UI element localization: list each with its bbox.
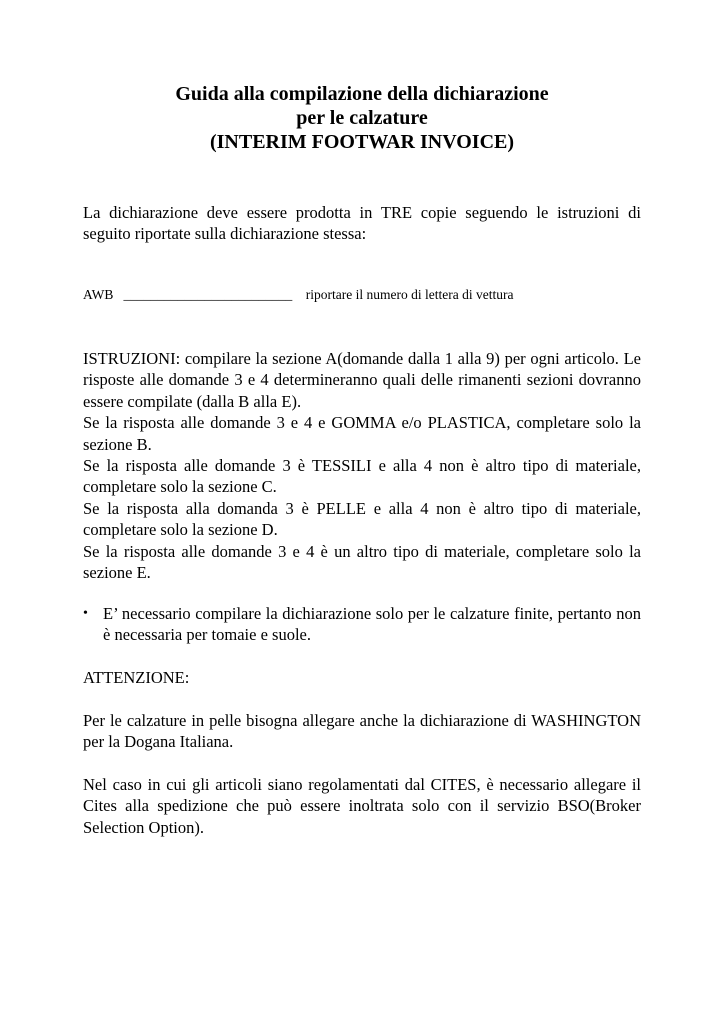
document-title <box>0 82 724 154</box>
cites-text: Nel caso in cui gli articoli siano regolamentati dal CITES, è necessario allegare il Cites alla spedizione che può essere inoltrata solo con il servizio BSO(Broker Selection Option). <box>83 775 641 837</box>
bullet-icon: • <box>83 606 88 621</box>
title-line-1: Guida alla compilazione della dichiarazione <box>175 83 549 105</box>
pelle-text: Per le calzature in pelle bisogna allegare anche la dichiarazione di WASHINGTON per la Dogana Italiana. <box>83 711 641 752</box>
title-line-3: (INTERIM FOOTWAR INVOICE) <box>209 131 515 153</box>
awb-hint: riportare il numero di lettera di vettura <box>305 287 514 302</box>
istruzioni-altro: Se la risposta alle domande 3 e 4 è un altro tipo di materiale, completare solo la sezione E. <box>83 541 641 583</box>
awb-line <box>83 286 513 304</box>
bullet-text: E’ necessario compilare la dichiarazione solo per le calzature finite, pertanto non è necessaria per tomaie e suole. <box>103 604 641 645</box>
attenzione-text: ATTENZIONE: <box>83 668 190 687</box>
istruzioni-intro: ISTRUZIONI: compilare la sezione A(domande dalla 1 alla 9) per ogni articolo. Le risposte alle domande 3 e 4 determineranno quali delle rimanenti sezioni dovranno essere compilate (dalla B alla E). <box>83 349 641 411</box>
intro-paragraph <box>83 202 641 245</box>
istruzioni-section <box>83 348 641 583</box>
attenzione-heading <box>83 667 641 688</box>
awb-label: AWB <box>83 287 114 302</box>
istruzioni-gomma: Se la risposta alle domande 3 e 4 e GOMMA e/o PLASTICA, completare solo la sezione B. <box>83 413 641 454</box>
istruzioni-tessili: Se la risposta alle domande 3 è TESSILI e alla 4 non è altro tipo di materiale, completare solo la sezione C. <box>83 456 641 497</box>
istruzioni-pelle: Se la risposta alla domanda 3 è PELLE e alla 4 non è altro tipo di materiale, completare solo la sezione D. <box>83 498 641 540</box>
title-line-2: per le calzature <box>296 107 428 129</box>
intro-text: La dichiarazione deve essere prodotta in TRE copie seguendo le istruzioni di seguito riportate sulla dichiarazione stessa: <box>83 203 641 244</box>
cites-paragraph <box>83 774 641 838</box>
awb-blank: _________________________ <box>123 287 293 302</box>
pelle-paragraph <box>83 710 641 753</box>
bullet-item <box>83 603 641 646</box>
